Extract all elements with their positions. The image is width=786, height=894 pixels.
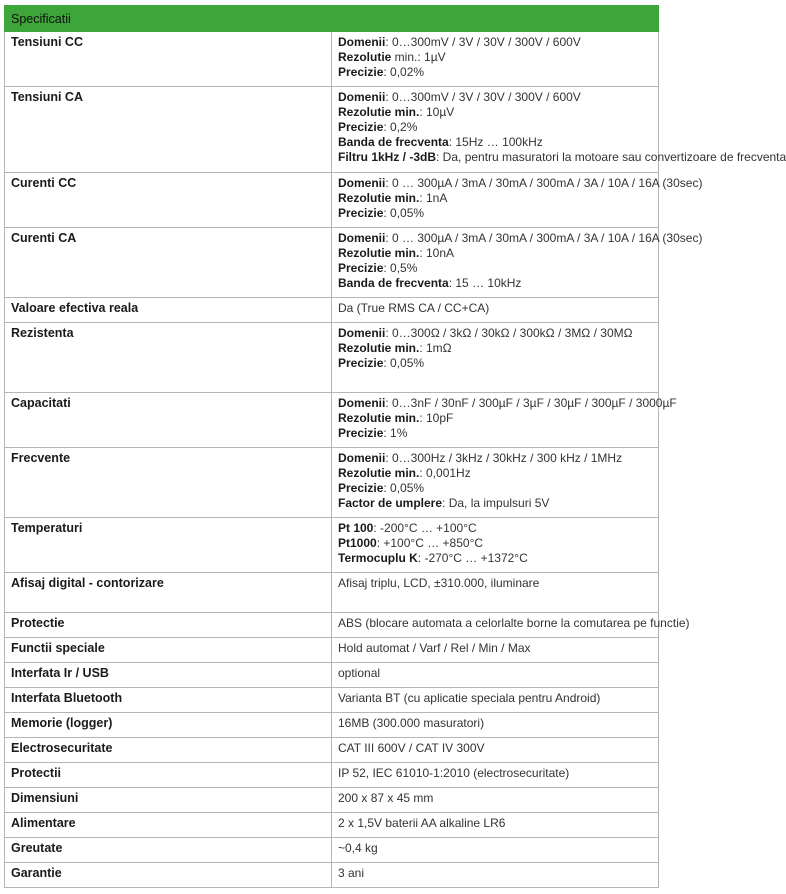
spec-line-label: Precizie	[338, 426, 384, 440]
spec-line-value: IP 52, IEC 61010-1:2010 (electrosecuritate)	[338, 766, 570, 780]
spec-line	[338, 551, 652, 566]
spec-line	[338, 105, 652, 120]
spec-value-cell	[332, 738, 659, 763]
spec-line	[338, 176, 703, 191]
spec-name: Interfata Bluetooth	[5, 688, 332, 713]
spec-line	[338, 866, 652, 881]
spec-line	[338, 246, 652, 261]
table-row	[5, 813, 659, 838]
spec-line-value: : 10pF	[419, 411, 454, 425]
spec-line-value: 2 x 1,5V baterii AA alkaline LR6	[338, 816, 506, 830]
spec-value-cell	[332, 813, 659, 838]
spec-line-value: : 0 … 300µA / 3mA / 30mA / 300mA / 3A / 10A / 16A (30sec)	[385, 176, 703, 190]
spec-name: Protectii	[5, 763, 332, 788]
spec-line-value: : -270°C … +1372°C	[417, 551, 528, 565]
spec-line-label: Precizie	[338, 356, 384, 370]
spec-line-label: Rezolutie min.	[338, 341, 420, 355]
spec-name: Temperaturi	[5, 518, 332, 573]
spec-line	[338, 341, 652, 356]
spec-line	[338, 65, 652, 80]
spec-line-label: Termocuplu K	[338, 551, 418, 565]
spec-value-cell	[332, 638, 659, 663]
spec-line	[338, 150, 786, 165]
spec-line	[338, 206, 652, 221]
spec-name: Tensiuni CC	[5, 32, 332, 87]
spec-line	[338, 466, 652, 481]
table-row	[5, 688, 659, 713]
spec-line-label: Precizie	[338, 481, 384, 495]
spec-line-value: : 0…300mV / 3V / 30V / 300V / 600V	[385, 90, 581, 104]
table-row	[5, 838, 659, 863]
spec-line-label: Domenii	[338, 35, 386, 49]
spec-line-value: : 1nA	[419, 191, 448, 205]
spec-line-label: Rezolutie min.	[338, 105, 420, 119]
spec-value-cell	[332, 173, 703, 228]
spec-line-value: CAT III 600V / CAT IV 300V	[338, 741, 485, 755]
spec-line	[338, 481, 652, 496]
spec-line-label: Rezolutie min.	[338, 191, 420, 205]
table-row	[5, 738, 659, 763]
spec-line-value: : -200°C … +100°C	[373, 521, 477, 535]
spec-line-label: Filtru 1kHz / -3dB	[338, 150, 437, 164]
spec-line-label: Rezolutie min.	[338, 466, 420, 480]
spec-line-value: : 0,2%	[383, 120, 418, 134]
spec-line	[338, 276, 652, 291]
spec-line-label: Rezolutie min.	[338, 411, 420, 425]
spec-line-value: : 15 … 10kHz	[448, 276, 522, 290]
spec-line-value: : 0…300mV / 3V / 30V / 300V / 600V	[385, 35, 581, 49]
spec-value-cell	[332, 788, 659, 813]
spec-line-value: : 0…300Hz / 3kHz / 30kHz / 300 kHz / 1MHz	[385, 451, 623, 465]
table-row	[5, 393, 659, 448]
spec-line-label: Domenii	[338, 396, 386, 410]
spec-name: Frecvente	[5, 448, 332, 518]
spec-line-value: : Da, la impulsuri 5V	[442, 496, 550, 510]
spec-line	[338, 641, 652, 656]
table-row	[5, 663, 659, 688]
spec-line	[338, 666, 652, 681]
spec-line-label: Precizie	[338, 65, 384, 79]
spec-name: Protectie	[5, 613, 332, 638]
spec-line	[338, 231, 703, 246]
spec-line	[338, 691, 652, 706]
spec-line	[338, 716, 652, 731]
spec-line	[338, 536, 652, 551]
spec-line-label: Precizie	[338, 120, 384, 134]
spec-line-value: : 10nA	[419, 246, 455, 260]
spec-line-value: ~0,4 kg	[338, 841, 378, 855]
spec-name: Afisaj digital - contorizare	[5, 573, 332, 613]
spec-line	[338, 496, 652, 511]
table-row	[5, 323, 659, 393]
spec-line-value: : 0,02%	[383, 65, 425, 79]
spec-line	[338, 816, 652, 831]
specifications-table-container	[4, 5, 786, 888]
spec-value-cell	[332, 32, 659, 87]
table-row	[5, 573, 659, 613]
spec-line	[338, 426, 652, 441]
spec-line-label: Rezolutie	[338, 50, 392, 64]
spec-line-value: Afisaj triplu, LCD, ±310.000, iluminare	[338, 576, 540, 590]
spec-value-cell	[332, 663, 659, 688]
spec-line	[338, 766, 652, 781]
table-row	[5, 87, 659, 173]
spec-line-value: : 0,5%	[383, 261, 418, 275]
spec-line-value: : 0 … 300µA / 3mA / 30mA / 300mA / 3A / 10A / 16A (30sec)	[385, 231, 703, 245]
table-row	[5, 713, 659, 738]
spec-line-label: Pt1000	[338, 536, 377, 550]
spec-name: Interfata Ir / USB	[5, 663, 332, 688]
table-row	[5, 518, 659, 573]
spec-name: Garantie	[5, 863, 332, 888]
spec-value-cell	[332, 228, 703, 298]
table-header: Specificatii	[5, 6, 659, 32]
spec-value-cell	[332, 763, 659, 788]
spec-value-cell	[332, 298, 659, 323]
spec-name: Functii speciale	[5, 638, 332, 663]
spec-line	[338, 791, 652, 806]
spec-value-cell	[332, 688, 659, 713]
spec-line-value: : 0…300Ω / 3kΩ / 30kΩ / 300kΩ / 3MΩ / 30MΩ	[385, 326, 633, 340]
spec-name: Memorie (logger)	[5, 713, 332, 738]
spec-line-label: Domenii	[338, 90, 386, 104]
table-row	[5, 863, 659, 888]
spec-name: Curenti CA	[5, 228, 332, 298]
spec-value-cell	[332, 863, 659, 888]
spec-line-label: Domenii	[338, 176, 386, 190]
spec-value-cell	[332, 518, 659, 573]
spec-value-cell	[332, 838, 659, 863]
table-row	[5, 228, 659, 298]
spec-line	[338, 90, 652, 105]
table-header-row	[5, 6, 659, 32]
spec-line	[338, 521, 652, 536]
spec-name: Electrosecuritate	[5, 738, 332, 763]
spec-line-label: Domenii	[338, 326, 386, 340]
spec-line	[338, 841, 652, 856]
spec-line-label: Pt 100	[338, 521, 374, 535]
spec-name: Rezistenta	[5, 323, 332, 393]
spec-line-value: : 10µV	[419, 105, 455, 119]
spec-line	[338, 135, 652, 150]
spec-value-cell	[332, 87, 786, 173]
spec-line	[338, 191, 652, 206]
spec-line-label: Precizie	[338, 261, 384, 275]
spec-value-cell	[332, 713, 659, 738]
spec-line-value: Hold automat / Varf / Rel / Min / Max	[338, 641, 531, 655]
spec-line-label: Precizie	[338, 206, 384, 220]
table-row	[5, 638, 659, 663]
specifications-table	[4, 5, 786, 888]
spec-line-value: : 1mΩ	[419, 341, 452, 355]
spec-line-value: min.: 1µV	[391, 50, 446, 64]
spec-line	[338, 50, 652, 65]
spec-line-label: Rezolutie min.	[338, 246, 420, 260]
spec-name: Valoare efectiva reala	[5, 298, 332, 323]
spec-value-cell	[332, 573, 659, 613]
spec-line-value: 200 x 87 x 45 mm	[338, 791, 434, 805]
spec-line-label: Banda de frecventa	[338, 276, 449, 290]
table-row	[5, 448, 659, 518]
spec-line-label: Banda de frecventa	[338, 135, 449, 149]
spec-name: Tensiuni CA	[5, 87, 332, 173]
spec-value-cell	[332, 448, 659, 518]
spec-line-value: ABS (blocare automata a celorlalte borne la comutarea pe functie)	[338, 616, 690, 630]
spec-line-value: optional	[338, 666, 381, 680]
spec-line-value: 16MB (300.000 masuratori)	[338, 716, 485, 730]
spec-line	[338, 35, 652, 50]
spec-line	[338, 356, 652, 371]
spec-line-value: : 0,05%	[383, 356, 425, 370]
spec-line	[338, 301, 652, 316]
spec-line-value: : 0…3nF / 30nF / 300µF / 3µF / 30µF / 300µF / 3000µF	[385, 396, 677, 410]
spec-name: Dimensiuni	[5, 788, 332, 813]
spec-line-value: : 1%	[383, 426, 408, 440]
spec-value-cell	[332, 393, 677, 448]
spec-name: Curenti CC	[5, 173, 332, 228]
spec-line	[338, 326, 652, 341]
table-row	[5, 763, 659, 788]
spec-value-cell	[332, 613, 690, 638]
spec-line-value: Da (True RMS CA / CC+CA)	[338, 301, 490, 315]
spec-value-cell	[332, 323, 659, 393]
spec-line	[338, 451, 652, 466]
spec-line	[338, 120, 652, 135]
spec-line-label: Domenii	[338, 231, 386, 245]
spec-line-label: Domenii	[338, 451, 386, 465]
table-row	[5, 298, 659, 323]
spec-line-value: 3 ani	[338, 866, 365, 880]
table-row	[5, 613, 659, 638]
spec-name: Capacitati	[5, 393, 332, 448]
spec-line-value: : Da, pentru masuratori la motoare sau convertizoare de frecventa	[436, 150, 786, 164]
table-row	[5, 788, 659, 813]
spec-line	[338, 576, 652, 591]
spec-name: Greutate	[5, 838, 332, 863]
spec-line	[338, 411, 652, 426]
spec-line-value: : 0,05%	[383, 481, 425, 495]
spec-name: Alimentare	[5, 813, 332, 838]
spec-line-value: : 0,05%	[383, 206, 425, 220]
table-body	[5, 32, 786, 888]
spec-line	[338, 741, 652, 756]
spec-line-value: : 15Hz … 100kHz	[448, 135, 543, 149]
spec-line-value: Varianta BT (cu aplicatie speciala pentru Android)	[338, 691, 601, 705]
spec-line	[338, 261, 652, 276]
spec-line	[338, 616, 690, 631]
spec-line	[338, 396, 677, 411]
spec-line-label: Factor de umplere	[338, 496, 443, 510]
spec-line-value: : 0,001Hz	[419, 466, 471, 480]
table-row	[5, 173, 659, 228]
table-row	[5, 32, 659, 87]
spec-line-value: : +100°C … +850°C	[376, 536, 484, 550]
